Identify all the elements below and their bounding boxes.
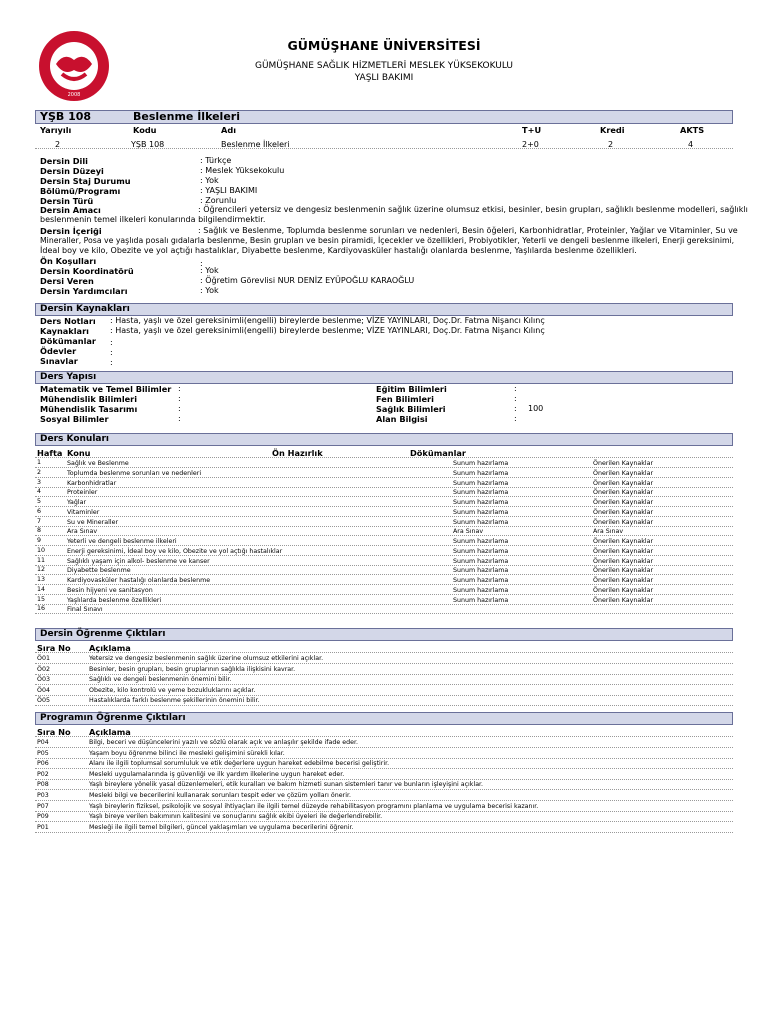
kaynak-label: Kaynakları	[40, 326, 89, 336]
info-label: Ön Koşulları	[40, 256, 97, 266]
week-prep: Sunum hazırlama	[453, 489, 509, 497]
week-prep: Sunum hazırlama	[453, 577, 509, 584]
yapi-value: :	[178, 404, 181, 413]
yapi-label: Sosyal Bilimler	[40, 414, 109, 424]
week-docs: Önerilen Kaynaklar	[593, 508, 654, 516]
week-docs: Önerilen Kaynaklar	[593, 547, 654, 555]
week-number: 6	[37, 507, 42, 515]
week-number: 4	[37, 488, 42, 496]
program-outcome-no: P08	[37, 781, 49, 789]
outcome-text: Yetersiz ve dengesiz beslenmenin sağlık üzerine olumsuz etkilerini açıklar.	[89, 655, 324, 662]
yapi-label: Fen Bilimleri	[376, 394, 434, 404]
week-docs: Önerilen Kaynaklar	[593, 538, 654, 545]
week-number: 10	[37, 546, 46, 554]
week-number: 9	[37, 537, 42, 544]
icerik-label: Dersin İçeriği	[40, 226, 102, 236]
course-column-header: Kodu	[133, 125, 157, 135]
table-row	[35, 516, 733, 517]
week-topic: Final Sınavı	[67, 606, 103, 614]
info-value: : Öğretim Görevlisi NUR DENİZ EYÜPOĞLU KARAOĞLU	[200, 276, 415, 285]
kaynak-label: Ders Notları	[40, 316, 96, 326]
table-row	[35, 574, 733, 575]
week-topic: Ara Sınav	[67, 528, 98, 536]
amac-line2: beslenmenin temel ilkeleri konularında bilgilendirmektir.	[40, 215, 266, 224]
course-row-divider	[35, 148, 733, 149]
ogrenme-header: Açıklama	[89, 643, 131, 653]
table-row	[35, 506, 733, 507]
amac-label: Dersin Amacı	[40, 205, 101, 215]
info-label: Dersin Düzeyi	[40, 166, 104, 176]
week-number: 5	[37, 498, 42, 505]
yapi-label: Alan Bilgisi	[376, 414, 428, 424]
yapi-number: 100	[528, 404, 544, 413]
week-prep: Sunum hazırlama	[453, 479, 509, 487]
info-label: Dersin Dili	[40, 156, 88, 166]
course-column-value: Beslenme İlkeleri	[221, 140, 290, 149]
kaynak-label: Sınavlar	[40, 356, 78, 366]
week-topic: Karbonhidratlar	[67, 479, 117, 487]
week-docs: Önerilen Kaynaklar	[593, 469, 654, 477]
table-row	[35, 768, 733, 769]
week-number: 7	[37, 517, 42, 525]
university-title: GÜMÜŞHANE ÜNİVERSİTESİ	[287, 38, 481, 53]
konular-header: Dökümanlar	[410, 448, 466, 458]
week-docs: Önerilen Kaynaklar	[593, 489, 654, 497]
table-row	[35, 821, 733, 822]
info-value: : Yok	[200, 176, 219, 185]
week-prep: Sunum hazırlama	[453, 508, 509, 516]
week-topic: Yağlar	[67, 499, 87, 506]
table-row	[35, 487, 733, 488]
week-docs: Ara Sınav	[593, 528, 624, 536]
course-column-header: Kredi	[600, 125, 625, 135]
course-title-bar	[35, 110, 733, 124]
course-column-header: Adı	[221, 125, 237, 135]
program-outcome-no: P04	[37, 739, 49, 746]
outcome-no: Ö01	[37, 655, 50, 662]
week-prep: Sunum hazırlama	[453, 460, 509, 467]
table-row	[35, 594, 733, 595]
yapi-label: Sağlık Bilimleri	[376, 404, 446, 414]
week-prep: Sunum hazırlama	[453, 499, 509, 506]
program-outcome-no: P01	[37, 823, 49, 831]
course-name: Beslenme İlkeleri	[133, 110, 240, 123]
program-outcome-no: P05	[37, 749, 49, 757]
table-row	[35, 535, 733, 536]
konular-header-divider	[35, 457, 733, 458]
week-prep: Sunum hazırlama	[453, 557, 509, 565]
table-row	[35, 695, 733, 696]
week-topic: Diyabette beslenme	[67, 567, 131, 575]
info-value: : Meslek Yüksekokulu	[200, 166, 285, 175]
course-column-header: AKTS	[680, 125, 705, 135]
week-number: 15	[37, 595, 46, 603]
kaynak-value: :	[110, 338, 113, 347]
konular-bar: Ders Konuları	[35, 433, 733, 446]
week-prep: Ara Sınav	[453, 528, 484, 536]
info-value: : Zorunlu	[200, 196, 237, 205]
icerik-line1: : Sağlık ve Beslenme, Toplumda beslenme sorunları ve nedenleri, Besin öğeleri, Karbonhidratlar, Proteinler, Yağlar ve Vitaminler, Su ve	[198, 226, 738, 235]
yapi-value: :	[514, 414, 517, 423]
week-prep: Sunum hazırlama	[453, 596, 509, 604]
table-row	[35, 663, 733, 664]
course-column-value: 4	[688, 140, 694, 149]
program-header: Sıra No	[37, 727, 71, 737]
kaynak-value: : Hasta, yaşlı ve özel gereksinimli(engelli) bireylerde beslenme; VİZE YAYINLARI, Doç.Dr. Fatma Nişancı Kılınç	[110, 326, 545, 335]
table-row	[35, 779, 733, 780]
program-outcome-no: P02	[37, 770, 49, 778]
week-number: 13	[37, 576, 46, 583]
week-topic: Yeterli ve dengeli beslenme ilkeleri	[67, 538, 177, 545]
week-prep: Sunum hazırlama	[453, 547, 509, 555]
week-number: 3	[37, 478, 42, 486]
week-prep: Sunum hazırlama	[453, 567, 509, 575]
week-topic: Su ve Mineraller	[67, 518, 119, 526]
outcome-no: Ö03	[37, 676, 50, 684]
ogrenme-header-divider	[35, 652, 733, 653]
week-number: 1	[37, 459, 42, 466]
info-label: Bölümü/Programı	[40, 186, 121, 196]
program-outcome-text: Yaşam boyu öğrenme bilinci ile mesleki gelişimini sürekli kılar.	[89, 749, 285, 757]
week-number: 8	[37, 527, 42, 535]
table-row	[35, 674, 733, 675]
week-docs: Önerilen Kaynaklar	[593, 479, 654, 487]
program-outcome-text: Alanı ile ilgili toplumsal sorumluluk ve etik değerlere uygun hareket edebilme becerisi geliştirir.	[89, 760, 390, 768]
week-number: 16	[37, 605, 46, 613]
konular-header: Hafta	[37, 448, 63, 458]
yapi-label: Mühendislik Bilimleri	[40, 394, 138, 404]
outcome-text: Obezite, kilo kontrolü ve yeme bozukluklarını açıklar.	[89, 686, 256, 694]
table-row	[35, 684, 733, 685]
info-label: Dersi Veren	[40, 276, 94, 286]
ogrenme-header: Sıra No	[37, 643, 71, 653]
table-row	[35, 832, 733, 833]
table-row	[35, 584, 733, 585]
course-column-value: 2	[608, 140, 614, 149]
table-row	[35, 526, 733, 527]
kaynaklar-bar: Dersin Kaynakları	[35, 303, 733, 316]
info-value: : Yok	[200, 266, 219, 275]
week-number: 12	[37, 566, 46, 574]
table-row	[35, 565, 733, 566]
program-header: Açıklama	[89, 727, 131, 737]
yapi-label: Mühendislik Tasarımı	[40, 404, 138, 414]
program-ciktilari-bar: Programın Öğrenme Çıktıları	[35, 712, 733, 725]
week-topic: Kardiyovasküler hastalığı olanlarda beslenme	[67, 577, 211, 584]
week-number: 14	[37, 585, 46, 593]
ogrenme-bar: Dersin Öğrenme Çıktıları	[35, 628, 733, 641]
table-row	[35, 758, 733, 759]
outcome-no: Ö02	[37, 665, 50, 673]
table-row	[35, 604, 733, 605]
table-row	[35, 811, 733, 812]
program-outcome-text: Yaşlı bireylerin fiziksel, psikolojik ve sosyal ihtiyaçları ile ilgili temel düzeyde rehabilitasyon programını planlama ve uygulama becerisi kazanır.	[89, 802, 539, 810]
yapi-bar: Ders Yapısı	[35, 371, 733, 384]
program-outcome-text: Yaşlı bireylere yönelik yasal düzenlemeleri, etik kuralları ve bakım hizmeti sunan sistemleri tanır ve bunların işleyişini açıklar.	[89, 781, 484, 789]
info-value: : Yok	[200, 286, 219, 295]
week-topic: Proteinler	[67, 489, 98, 497]
icerik-line3: İdeal boy ve kilo, Obezite ve yol açtığı hastalıklar, Diyabette beslenme, Kardiyovasküler hastalığı olanlarda beslenme, Yaşlılarda beslenme özellikleri.	[40, 246, 637, 255]
week-docs: Önerilen Kaynaklar	[593, 596, 654, 604]
table-row	[35, 705, 733, 706]
yapi-value: :	[178, 394, 181, 403]
program-outcome-text: Mesleki uygulamalarında iş güvenliği ve ilk yardım ilkelerine uygun hareket eder.	[89, 770, 345, 778]
program-outcome-no: P03	[37, 792, 49, 799]
week-topic: Toplumda beslenme sorunları ve nedenleri	[67, 469, 202, 477]
week-docs: Önerilen Kaynaklar	[593, 586, 654, 594]
kaynak-value: :	[110, 358, 113, 367]
course-column-value: 2+0	[522, 140, 539, 149]
info-label: Dersin Staj Durumu	[40, 176, 131, 186]
konular-header: Konu	[67, 448, 91, 458]
logo-year: 2008	[67, 92, 81, 98]
kaynak-label: Ödevler	[40, 346, 77, 356]
yapi-value: :	[514, 404, 517, 413]
info-label: Dersin Koordinatörü	[40, 266, 134, 276]
week-prep: Sunum hazırlama	[453, 586, 509, 594]
icerik-line2: Mineraller, Posa ve yaşlıda posalı gıdalarla beslenme, Besin grupları ve besin piramidi, İçecekler ve özellikleri, Probiyotikler, Yeterli ve dengeli beslenme ilkeleri, Enerji gereksinimi,	[40, 236, 735, 245]
week-topic: Sağlık ve Beslenme	[67, 460, 129, 467]
info-label: Dersin Yardımcıları	[40, 286, 128, 296]
program-outcome-no: P06	[37, 760, 49, 768]
week-topic: Enerji gereksinimi, İdeal boy ve kilo, Obezite ve yol açtığı hastalıklar	[67, 547, 283, 555]
week-topic: Vitaminler	[67, 508, 100, 516]
course-column-header: T+U	[522, 125, 542, 135]
outcome-no: Ö04	[37, 686, 50, 694]
course-column-header: Yarıyılı	[40, 125, 72, 135]
week-docs: Önerilen Kaynaklar	[593, 567, 654, 575]
table-row	[35, 545, 733, 546]
yapi-value: :	[178, 384, 181, 393]
info-label: Dersin Türü	[40, 196, 94, 206]
amac-line1: : Öğrencileri yetersiz ve dengesiz beslenmenin sağlık üzerine olumsuz etkisi, besinler, besin grupları, sağlıklı beslenme modelleri, sağlıklı	[198, 205, 748, 214]
table-row	[35, 800, 733, 801]
table-row	[35, 496, 733, 497]
info-value: : Türkçe	[200, 156, 232, 165]
outcome-no: Ö05	[37, 697, 50, 705]
program-outcome-text: Mesleği ile ilgili temel bilgileri, güncel yaklaşımları ve uygulama becerilerini öğrenir.	[89, 823, 354, 831]
yapi-label: Eğitim Bilimleri	[376, 384, 447, 394]
week-number: 2	[37, 468, 42, 476]
week-prep: Sunum hazırlama	[453, 518, 509, 526]
week-docs: Önerilen Kaynaklar	[593, 518, 654, 526]
week-topic: Sağlıklı yaşam için alkol- beslenme ve kanser	[67, 557, 210, 565]
week-prep: Sunum hazırlama	[453, 538, 509, 545]
course-code: YŞB 108	[40, 110, 92, 123]
course-column-value: 2	[55, 140, 61, 149]
week-topic: Besin hijyeni ve sanitasyon	[67, 586, 153, 594]
program-outcome-no: P07	[37, 802, 49, 810]
kaynak-value: : Hasta, yaşlı ve özel gereksinimli(engelli) bireylerde beslenme; VİZE YAYINLARI, Doç.Dr. Fatma Nişancı Kılınç	[110, 316, 545, 325]
table-row	[35, 555, 733, 556]
program-name: YAŞLI BAKIMI	[354, 73, 414, 83]
table-row	[35, 747, 733, 748]
kaynak-value: :	[110, 348, 113, 357]
program-outcome-text: Yaşlı bireye verilen bakımının kalitesini ve sonuçlarını sağlık ekibi üyeleri ile değerlendirebilir.	[89, 813, 383, 821]
week-number: 11	[37, 556, 46, 564]
school-name: GÜMÜŞHANE SAĞLIK HİZMETLERİ MESLEK YÜKSEKOKULU	[254, 61, 514, 71]
yapi-value: :	[178, 414, 181, 423]
outcome-text: Besinler, besin grupları, besin gruplarının sağlıkla ilişkisini kavrar.	[89, 665, 296, 673]
program-outcome-no: P09	[37, 813, 49, 821]
yapi-value: :	[514, 394, 517, 403]
week-docs: Önerilen Kaynaklar	[593, 499, 654, 506]
program-outcome-text: Bilgi, beceri ve düşüncelerini yazılı ve sözlü olarak açık ve anlaşılır şekilde ifade eder.	[89, 739, 359, 746]
kaynak-label: Dökümanlar	[40, 336, 96, 346]
program-header-divider	[35, 736, 733, 737]
konular-header: Ön Hazırlık	[272, 448, 323, 458]
table-row	[35, 789, 733, 790]
info-value: :	[200, 259, 203, 268]
yapi-value: :	[514, 384, 517, 393]
program-outcome-text: Mesleki bilgi ve becerilerini kullanarak sorunları tespit eder ve çözüm yolları önerir.	[89, 792, 351, 799]
week-topic: Yaşlılarda beslenme özellikleri	[67, 596, 162, 604]
week-docs: Önerilen Kaynaklar	[593, 557, 654, 565]
outcome-text: Sağlıklı ve dengeli beslenmenin önemini bilir.	[89, 676, 232, 684]
table-row	[35, 467, 733, 468]
info-value: : YAŞLI BAKIMI	[200, 186, 258, 195]
outcome-text: Hastalıklarda farklı beslenme şekillerinin önemini bilir.	[89, 697, 260, 705]
week-docs: Önerilen Kaynaklar	[593, 577, 654, 584]
course-column-value: YŞB 108	[131, 140, 165, 149]
yapi-label: Matematik ve Temel Bilimler	[40, 384, 172, 394]
week-docs: Önerilen Kaynaklar	[593, 460, 654, 467]
table-row	[35, 477, 733, 478]
table-row	[35, 613, 733, 614]
week-prep: Sunum hazırlama	[453, 469, 509, 477]
